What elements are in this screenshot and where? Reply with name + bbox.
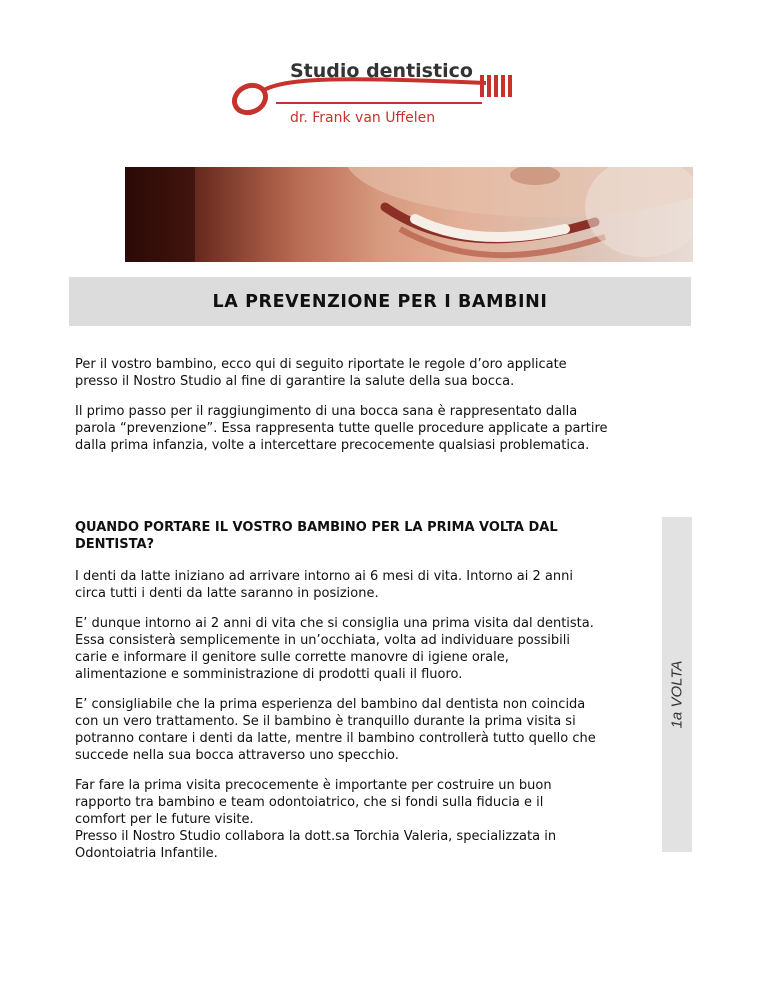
text-line: E’ consigliabile che la prima esperienza del bambino dal dentista non coincida	[75, 697, 586, 712]
text-line: potranno contare i denti da latte, mentre il bambino controllerà tutto quello che	[75, 731, 596, 746]
text-line: alimentazione e somministrazione di prodotti quali il fluoro.	[75, 667, 463, 682]
heading-line: QUANDO PORTARE IL VOSTRO BAMBINO PER LA PRIMA VOLTA DAL	[75, 520, 558, 535]
text-line: succede nella sua bocca attraverso uno specchio.	[75, 748, 399, 763]
heading-line: DENTISTA?	[75, 537, 155, 552]
text-line: circa tutti i denti da latte saranno in posizione.	[75, 586, 379, 601]
text-line: dalla prima infanzia, volte a intercettare precocemente qualsiasi problematica.	[75, 438, 590, 453]
section-heading	[75, 519, 558, 553]
text-line: Presso il Nostro Studio collabora la dott.sa Torchia Valeria, specializzata in	[75, 829, 557, 844]
text-line: Il primo passo per il raggiungimento di una bocca sana è rappresentato dalla	[75, 404, 578, 419]
text-line: comfort per le future visite.	[75, 812, 254, 827]
text-line: con un vero trattamento. Se il bambino è tranquillo durante la prima visita si	[75, 714, 576, 729]
section-paragraph-3	[75, 696, 596, 764]
text-line: Odontoiatria Infantile.	[75, 846, 218, 861]
logo-title: Studio dentistico	[290, 60, 473, 82]
text-line: I denti da latte iniziano ad arrivare intorno ai 6 mesi di vita. Intorno ai 2 anni	[75, 569, 573, 584]
text-line: rapporto tra bambino e team odontoiatrico, che si fondi sulla fiducia e il	[75, 795, 544, 810]
text-line: parola “prevenzione”. Essa rappresenta tutte quelle procedure applicate a partire	[75, 421, 608, 436]
section-paragraph-2	[75, 615, 594, 683]
text-line: presso il Nostro Studio al fine di garantire la salute della sua bocca.	[75, 374, 515, 389]
text-line: Per il vostro bambino, ecco qui di seguito riportate le regole d’oro applicate	[75, 357, 567, 372]
text-line: Essa consisterà semplicemente in un’occhiata, volta ad individuare possibili	[75, 633, 570, 648]
page-title-bar	[69, 277, 691, 326]
intro-paragraph-2	[75, 403, 608, 454]
text-line: E’ dunque intorno ai 2 anni di vita che si consiglia una prima visita dal dentista.	[75, 616, 594, 631]
logo-subtitle: dr. Frank van Uffelen	[290, 110, 436, 126]
text-line: Far fare la prima visita precocemente è importante per costruire un buon	[75, 778, 552, 793]
section-paragraph-4	[75, 777, 556, 862]
intro-paragraph-1	[75, 356, 567, 390]
side-tab-label: 1a VOLTA	[668, 660, 686, 729]
side-tab-label-wrap	[662, 517, 692, 852]
hero-image	[125, 167, 693, 262]
child-smile-photo-icon	[125, 167, 693, 262]
section-paragraph-1	[75, 568, 573, 602]
page-title: LA PREVENZIONE PER I BAMBINI	[212, 291, 548, 312]
text-line: carie e informare il genitore sulle corrette manovre di igiene orale,	[75, 650, 509, 665]
dental-mirror-logo-icon	[226, 55, 526, 130]
studio-logo	[226, 55, 526, 130]
